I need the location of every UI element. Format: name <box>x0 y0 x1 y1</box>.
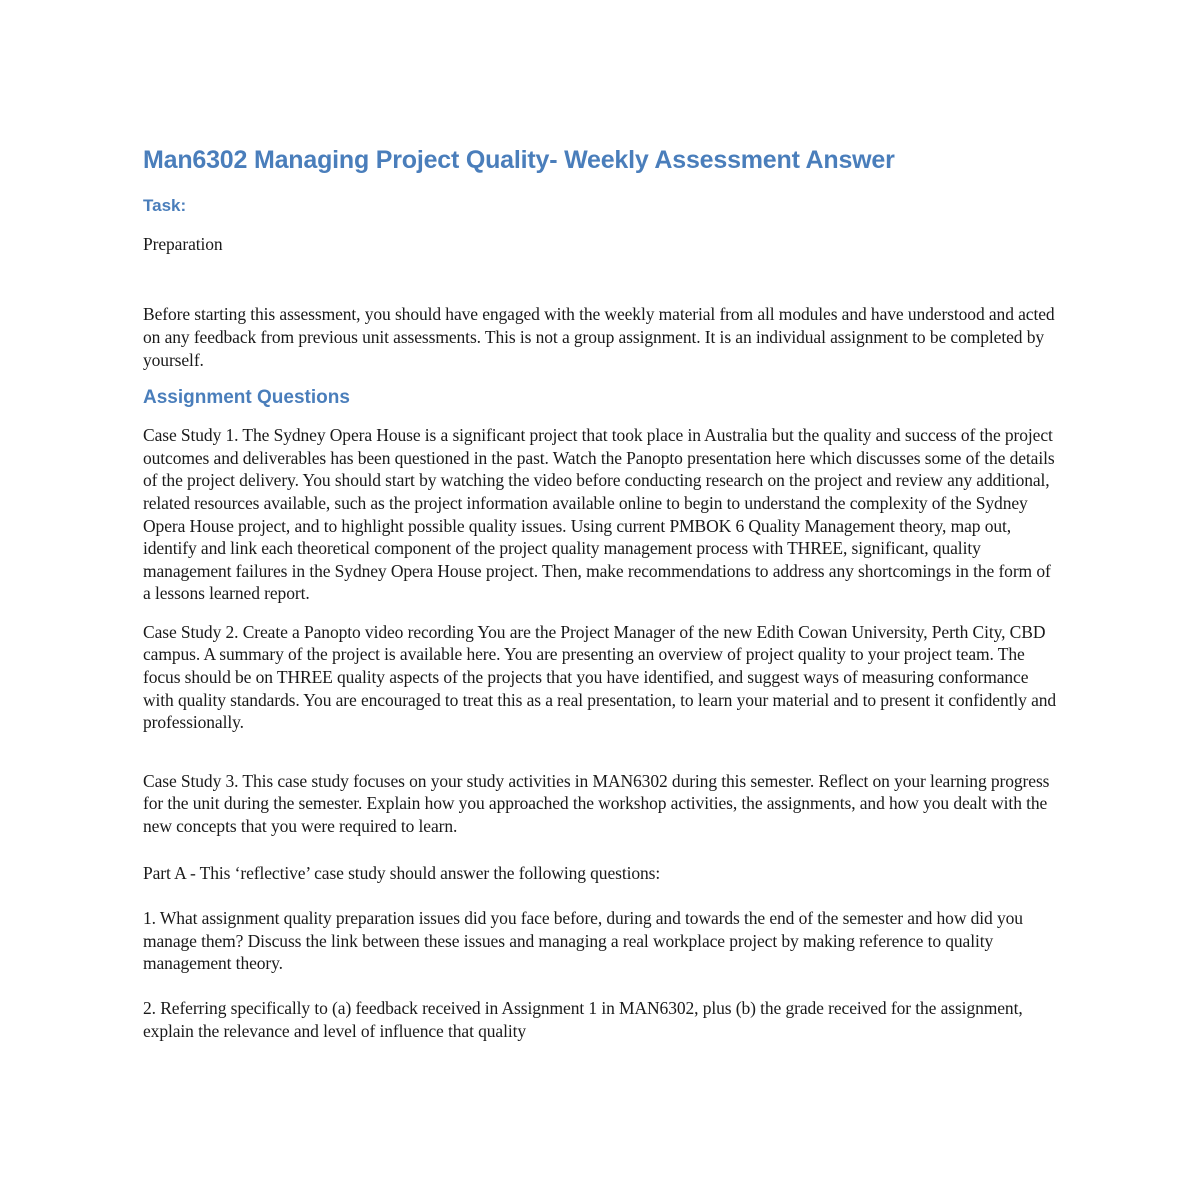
task-heading: Task: <box>143 195 187 215</box>
assignment-questions-heading: Assignment Questions <box>143 387 350 409</box>
case-study-1-paragraph: Case Study 1. The Sydney Opera House is a significant project that took place in Australia but the quality and success of the project outcomes and deliverables has been questioned in the past. Watch the Panopto presentation here which discusses some of the details of the project delivery. You should start by watching the video before conducting research on the project and review any additional, related resources available, such as the project information available online to begin to understand the complexity of the Sydney Opera House project, and to highlight possible quality issues. Using current PMBOK 6 Quality Management theory, map out, identify and link each theoretical component of the project quality management process with THREE, significant, quality management failures in the Sydney Opera House project. Then, make recommendations to address any shortcomings in the form of a lessons learned report. <box>143 425 1055 604</box>
document-title: Man6302 Managing Project Quality- Weekly Assessment Answer <box>143 146 895 174</box>
task-value: Preparation <box>143 233 223 254</box>
case-study-2-paragraph: Case Study 2. Create a Panopto video recording You are the Project Manager of the new Edith Cowan University, Perth City, CBD campus. A summary of the project is available here. You are presenting an overview of project quality to your project team. The focus should be on THREE quality aspects of the projects that you have identified, and suggest ways of measuring conformance with quality standards. You are encouraged to treat this as a real presentation, to learn your material and to present it confidently and professionally. <box>143 621 1057 733</box>
question-2-paragraph: 2. Referring specifically to (a) feedback received in Assignment 1 in MAN6302, plus (b) the grade received for the assignment, explain the relevance and level of influence that quality <box>143 998 1023 1041</box>
case-study-3-paragraph: Case Study 3. This case study focuses on your study activities in MAN6302 during this semester. Reflect on your learning progress for the unit during the semester. Explain how you approached the workshop activities, the assignments, and how you dealt with the new concepts that you were required to learn. <box>143 770 1050 837</box>
part-a-paragraph: Part A - This ‘reflective’ case study should answer the following questions: <box>143 862 661 883</box>
intro-paragraph: Before starting this assessment, you should have engaged with the weekly material from all modules and have understood and acted on any feedback from previous unit assessments. This is not a group assignment. It is an individual assignment to be completed by yourself. <box>143 304 1055 370</box>
question-1-paragraph: 1. What assignment quality preparation issues did you face before, during and towards the end of the semester and how did you manage them? Discuss the link between these issues and managing a real workplace project by making reference to quality management theory. <box>143 908 1023 974</box>
